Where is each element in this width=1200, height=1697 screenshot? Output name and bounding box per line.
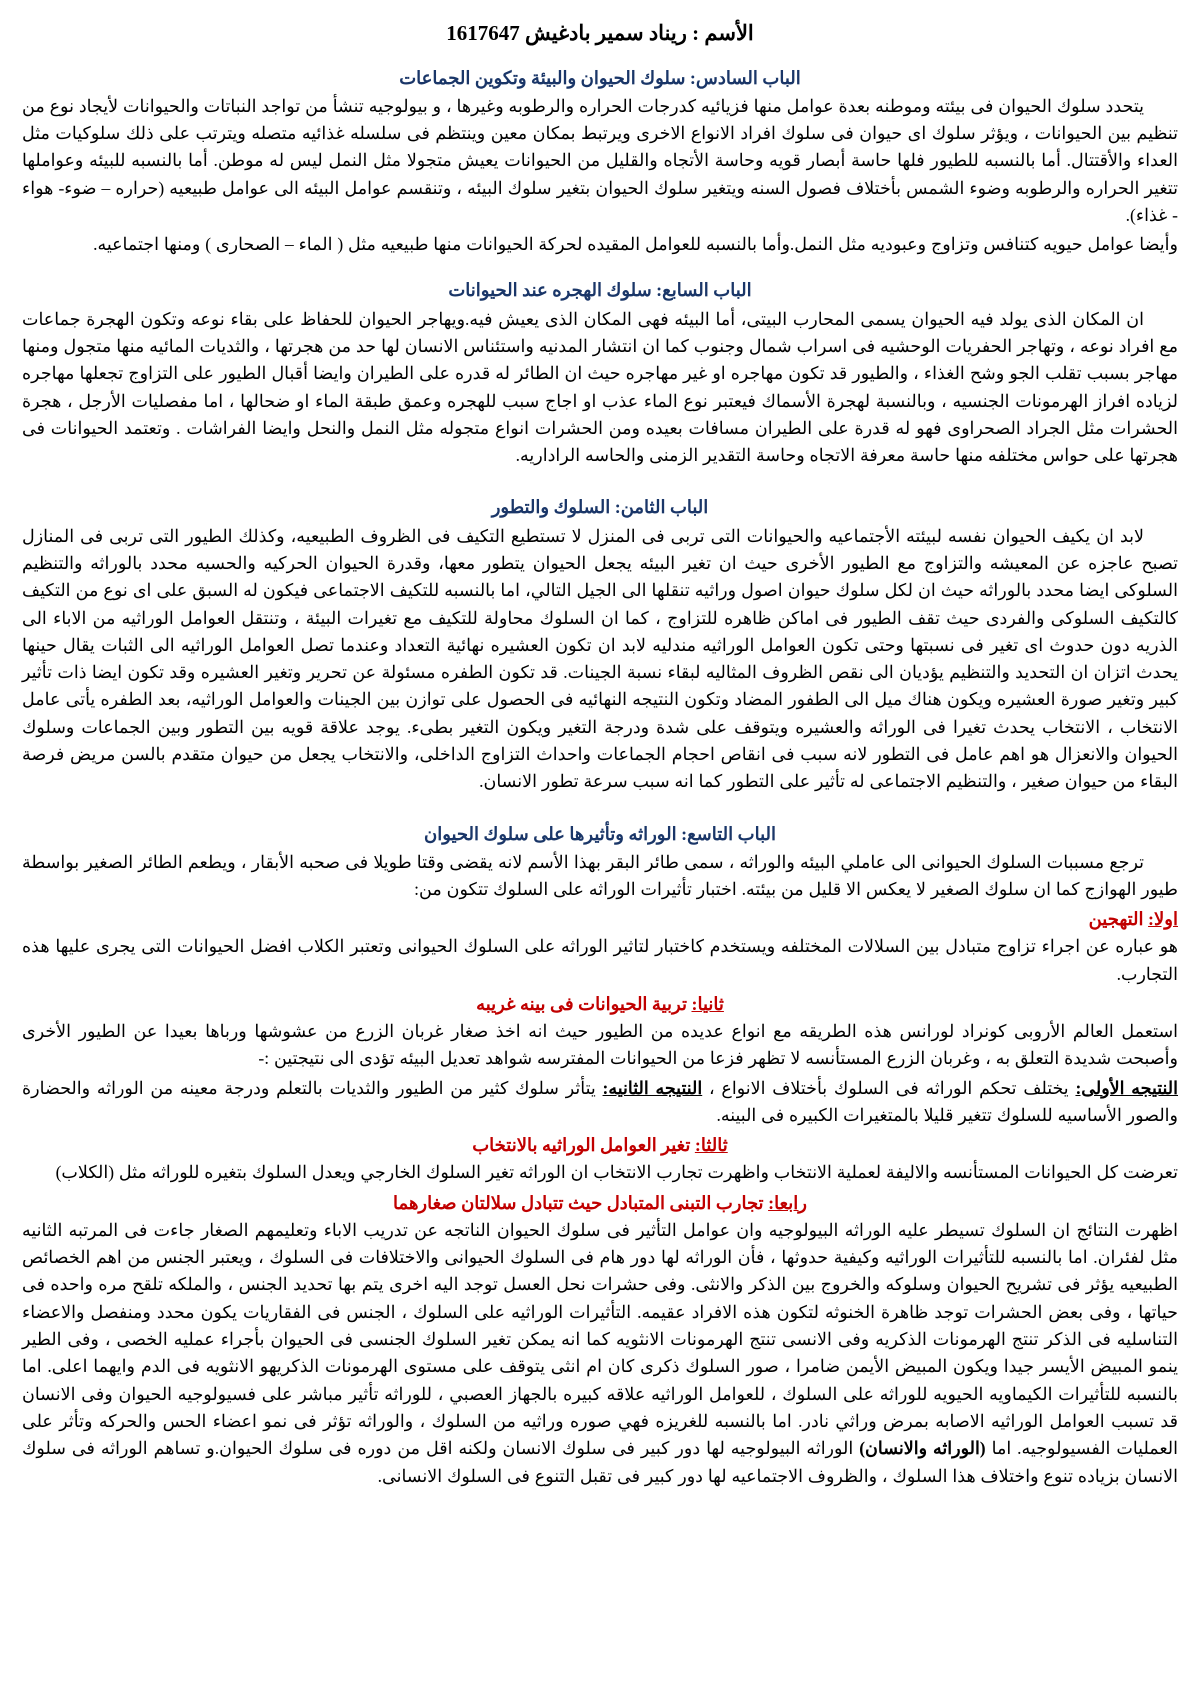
subsection-body-thalithan: تعرضت كل الحيوانات المستأنسه والاليفة لعملية الانتخاب واظهرت تجارب الانتخاب ان الوراثه تغير السلوك الخارجي ويعدل السلوك بتغيره للوراثه مثل (الكلاب) [55, 1162, 1178, 1183]
section-spacer [22, 260, 1178, 268]
section-heading-bab-7: الباب السابع: سلوك الهجره عند الحيوانات [448, 280, 752, 301]
subsection-heading-rabian [22, 1190, 1178, 1216]
subsection-body-rabian [22, 1217, 1178, 1490]
result-text-second: يتأثر سلوك كثير من الطيور والثديات بالتعلم ودرجة معينه من الوراثه والحضارة والصور الأساسيه للسلوك تتغير قليلا بالمتغيرات الكبيره فى البينه. [22, 1077, 1178, 1126]
subsection-label-thalithan: ثالثا: [694, 1135, 728, 1156]
section-bab-6-paragraph-2: وأيضا عوامل حيويه كتنافس وتزاوج وعبوديه مثل النمل.وأما بالنسبه للعوامل المقيده لحركة الحيوانات منها طبيعيه مثل ( الماء – الصحارى ) ومنها اجتماعيه. [93, 234, 1178, 255]
subsection-heading-thalithan [22, 1132, 1178, 1158]
section-bab-7-paragraph-1: ان المكان الذى يولد فيه الحيوان يسمى المحارب البيتى، أما البيئه فهى المكان الذى يعيش فيه.ويهاجر الحيوان للحفاظ على بقاء نوعه وتكون الهجرة جماعات مع افراد نوعه ، وتهاجر الحفريات الوحشيه فى اسراب شمال وجنوب كما ان انتشار المدنيه واستئناس الانسان لها حد من هجرتها ، والثديات المائيه منها متجول ومنها مهاجر بسبب تقلب الجو وشح الغذاء ، والطيور قد تكون مهاجره او غير مهاجره حيث ان الطائر له قدره على الطيران وايضا أقبال الطيور على التزاوج تجعلها مهاجره لزياده افراز الهرمونات الجنسيه ، وبالنسبة لهجرة الأسماك فيعتبر نوع الماء عذب او اجاج سبب للهجره وعمق طبقة الماء او ضحالها ، اما مفصليات الأرجل ، هجرة الحشرات مثل الجراد الصحراوى فهو له قدرة على الطيران مسافات بعيده ومن الحشرات انواع متجوله مثل النمل والنحل وايضا الفراشات . وتعتمد الحيوانات فى هجرتها على حواس مختلفه منها حاسة معرفة الاتجاه وحاسة التقدير الزمنى والحاسه الراداريه. [22, 308, 1178, 466]
rabian-text-part-3: الوراثه البيولوجيه لها دور كبير فى سلوك الانسان ولكنه اقل من دوره فى سلوك الحيوان.و تساهم الوراثه فى سلوك الانسان بزياده تنوع واختلاف هذا السلوك ، والظروف الاجتماعيه لها دور كبير فى تقبل التنوع فى السلوك الانسانى. [22, 1438, 1178, 1486]
subsection-label-thanian: ثانيا: [691, 994, 724, 1015]
page-title: الأسم : ريناد سمير بادغيش 1617647 [446, 21, 754, 45]
rabian-bold-term: (الوراثه والانسان) [859, 1438, 986, 1459]
result-label-first: النتيجه الأولى: [1075, 1077, 1179, 1098]
section-heading-bab-8: الباب الثامن: السلوك والتطور [491, 497, 709, 518]
subsection-title-thalithan: تغير العوامل الوراثيه بالانتخاب [472, 1135, 695, 1156]
section-bab-8-paragraph-1: لابد ان يكيف الحيوان نفسه لبيئته الأجتماعيه والحيوانات التى تربى فى المنزل لا تستطيع التكيف فى الظروف الطبيعيه، وكذلك الطيور التى تربى فى المنازل تصبح عاجزه عن المعيشه والتزاوج مع الطيور الأخرى حيث ان تغير البيئه يجعل الحيوان يتطور معها، وقدرة الحيوان الحركيه والحسيه محدد بالوراثه والتنظيم السلوكى ايضا محدد بالوراثه حيث ان لكل سلوك حيوان اصول وراثيه تنقلها الى الجيل التالي، اما بالنسبه للتكيف الاجتماعى فيكون له السبق على اى نوع من التكيف كالتكيف السلوكى والفردى حيث تقف الطيور فى اماكن ظاهره للتزاوج ، كما ان السلوك محاولة للتكيف مع تغيرات البيئة ، وتنتقل العوامل الوراثيه من الاباء الى الذريه دون حدوث اى تغير فى نسبتها وحتى تكون العوامل الوراثيه مندليه لابد ان تكون العشيره نهائية التعداد وعندما تصل العوامل الوراثيه الى الثبات يقال حينها يحدث اتزان ان التحديد والتنظيم يؤديان الى نقص الظروف المثاليه لبقاء نسبة الجينات. قد تكون الطفره مسئولة عن تحرير وتغير العشيره وقد تكون ايضا ذات تأثير كبير وتغير صورة العشيره ويكون هناك ميل الى الطفور المضاد وتكون النتيجه النهائيه فى الحصول على توازن بين الجينات والعوامل الوراثيه، بعد الطفره يأتى عامل الانتخاب ، الانتخاب يحدث تغيرا فى الوراثه والعشيره ويتوقف على شدة ودرجة التغير ويكون التغير بطىء. يوجد علاقة قويه بين التطور وبين الجماعات وسلوك الحيوان والانعزال هو اهم عامل فى التطور لانه سبب فى انقاص احجام الجماعات واحداث التزاوج الداخلى، والانتخاب يجعل من حيوان متقدم بالسن مريض فرصة البقاء من حيوان صغير ، والتنظيم الاجتماعى له تأثير على التطور كما انه سبب سرعة تطور الانسان. [22, 525, 1178, 792]
result-label-second: النتيجه الثانيه: [602, 1077, 703, 1098]
subsection-body-awalan: هو عباره عن اجراء تزاوج متبادل بين السلالات المختلفه ويستخدم كاختبار لتاثير الوراثه على السلوك الحيوانى وتعتبر الكلاب افضل الحيوانات التى يجرى عليها هذه التجارب. [22, 936, 1178, 984]
subsection-title-awalan: التهجين [1088, 909, 1149, 930]
subsection-heading-awalan [22, 906, 1178, 932]
rabian-text-part-1: اظهرت النتائج ان السلوك تسيطر عليه الوراثه البيولوجيه وان عوامل التأثير فى سلوك الحيوان الناتجه عن تدريب الاباء وتعليمهم الصغار جاءت فى المرتبه الثانيه مثل لفئران. اما بالنسبه للتأثيرات الوراثيه وكيفية حدوثها ، فأن الوراثه لها دور هام فى السلوك الحيوانى والاختلافات فى السلوك ، ويعتبر الجنس من اهم الخصائص الطبيعيه يؤثر فى تشريح الحيوان وسلوكه والخروج بين الذكر والانثى. وفى حشرات نحل العسل توجد اليه اخرى يتم بها تحديد الجنس ، والملكه تلقح مره واحده فى حياتها ، وفى بعض الحشرات توجد ظاهرة الخنوثه لتكون هذه الافراد عقيمه. التأثيرات الوراثيه على السلوك ، الجنس فى الفقاريات يكون محدد ومنفصل والاعضاء التناسليه فى الذكر تنتج الهرمونات الذكريه وفى الانسى تنتج الهرمونات الانثويه كما انه يمكن تغير السلوك الجنسى فى الحيوان بأجراء عمليه الخصى ، وفى الطير ينمو المبيض الأيسر جيدا ويكون المبيض الأيمن ضامرا ، صور السلوك ذكرى كان ام انثى يتوقف على مستوى الهرمونات الذكريهو الانثويه فى الدم وايهما اعلى. اما بالنسبه للتأثيرات الكيماويه الحيويه للوراثه على السلوك ، للعوامل الوراثيه علاقه كبيره بالجهاز العصبي ، للوراثه تأثير مباشر على فسيولوجيه الحيوان وفى الانسان قد تسبب العوامل الوراثيه الاصابه بمرض وراثي نادر. اما بالنسبه للغريزه فهي صوره وراثيه من السلوك ، والوراثه تؤثر فى نمو اعضاء الحس والحركه وتأثر على العمليات الفسيولوجيه. اما [22, 1219, 1179, 1459]
section-spacer [22, 798, 1178, 812]
section-bab-6-paragraph-1: يتحدد سلوك الحيوان فى بيئته وموطنه بعدة عوامل منها فزيائيه كدرجات الحراره والرطوبه وغيرها ، و بيولوجيه تنشأ من تواجد النباتات والحيوانات لأيجاد نوع من تنظيم بين الحيوانات ، ويؤثر سلوك اى حيوان فى سلوك افراد الانواع الاخرى ويرتبط بمكان معين وينتظم فى سلسله غذائيه متصله ويترتب على ذلك سلوكيات مثل العداء والأقتتال. أما بالنسبه للطيور فلها حاسة أبصار قويه وحاسة الأتجاه والقليل من الحيوانات يعيش متجولا مثل النمل ليس له موطن. أما بالنسبه للبيئه وعواملها تتغير الحراره والرطوبه وضوء الشمس بأختلاف فصول السنه ويتغير سلوك الحيوان بتغير سلوك البيئه ، وتنقسم عوامل البيئه الى عوامل طبيعيه (حراره – ضوء- هواء - غذاء). [22, 95, 1178, 225]
subsection-label-awalan: اولا: [1148, 909, 1178, 930]
subsection-label-rabian: رابعا: [768, 1192, 807, 1213]
subsection-body-thanian: استعمل العالم الأروبى كونراد لورانس هذه الطريقه مع انواع عديده من الطيور حيث انه اخذ صغار غربان الزرع من عشوشها ورباها بعيدا عن الطيور الأخرى وأصبحت شديدة التعلق به ، وغربان الزرع المستأنسه لا تظهر فزعا من الحيوانات المفترسه شواهد تعديل البيئه تؤدى الى نتيجتين :- [22, 1021, 1178, 1069]
subsection-title-thanian: تربية الحيوانات فى بينه غريبه [476, 994, 692, 1015]
section-heading-bab-9: الباب التاسع: الوراثه وتأثيرها على سلوك الحيوان [423, 823, 776, 844]
result-text-first: يختلف تحكم الوراثه فى السلوك بأختلاف الانواع ، [702, 1077, 1076, 1098]
subsection-heading-thanian [22, 991, 1178, 1017]
section-bab-9-intro-paragraph: ترجع مسببات السلوك الحيوانى الى عاملي البيئه والوراثه ، سمى طائر البقر بهذا الأسم لانه يقضى وقتا طويلا فى صحبه الأبقار ، ويطعم الطائر الصغير بواسطة طيور الهوازج كما ان سلوك الصغير لا يعكس الا قليل من بيئته. اختبار تأثيرات الوراثه على السلوك تتكون من: [22, 851, 1178, 900]
section-heading-bab-6: الباب السادس: سلوك الحيوان والبيئة وتكوين الجماعات [399, 67, 801, 88]
subsection-results-thanian [22, 1075, 1178, 1130]
subsection-title-rabian: تجارب التبنى المتبادل حيث تتبادل سلالتان صغارهما [393, 1192, 769, 1213]
section-spacer [22, 471, 1178, 485]
